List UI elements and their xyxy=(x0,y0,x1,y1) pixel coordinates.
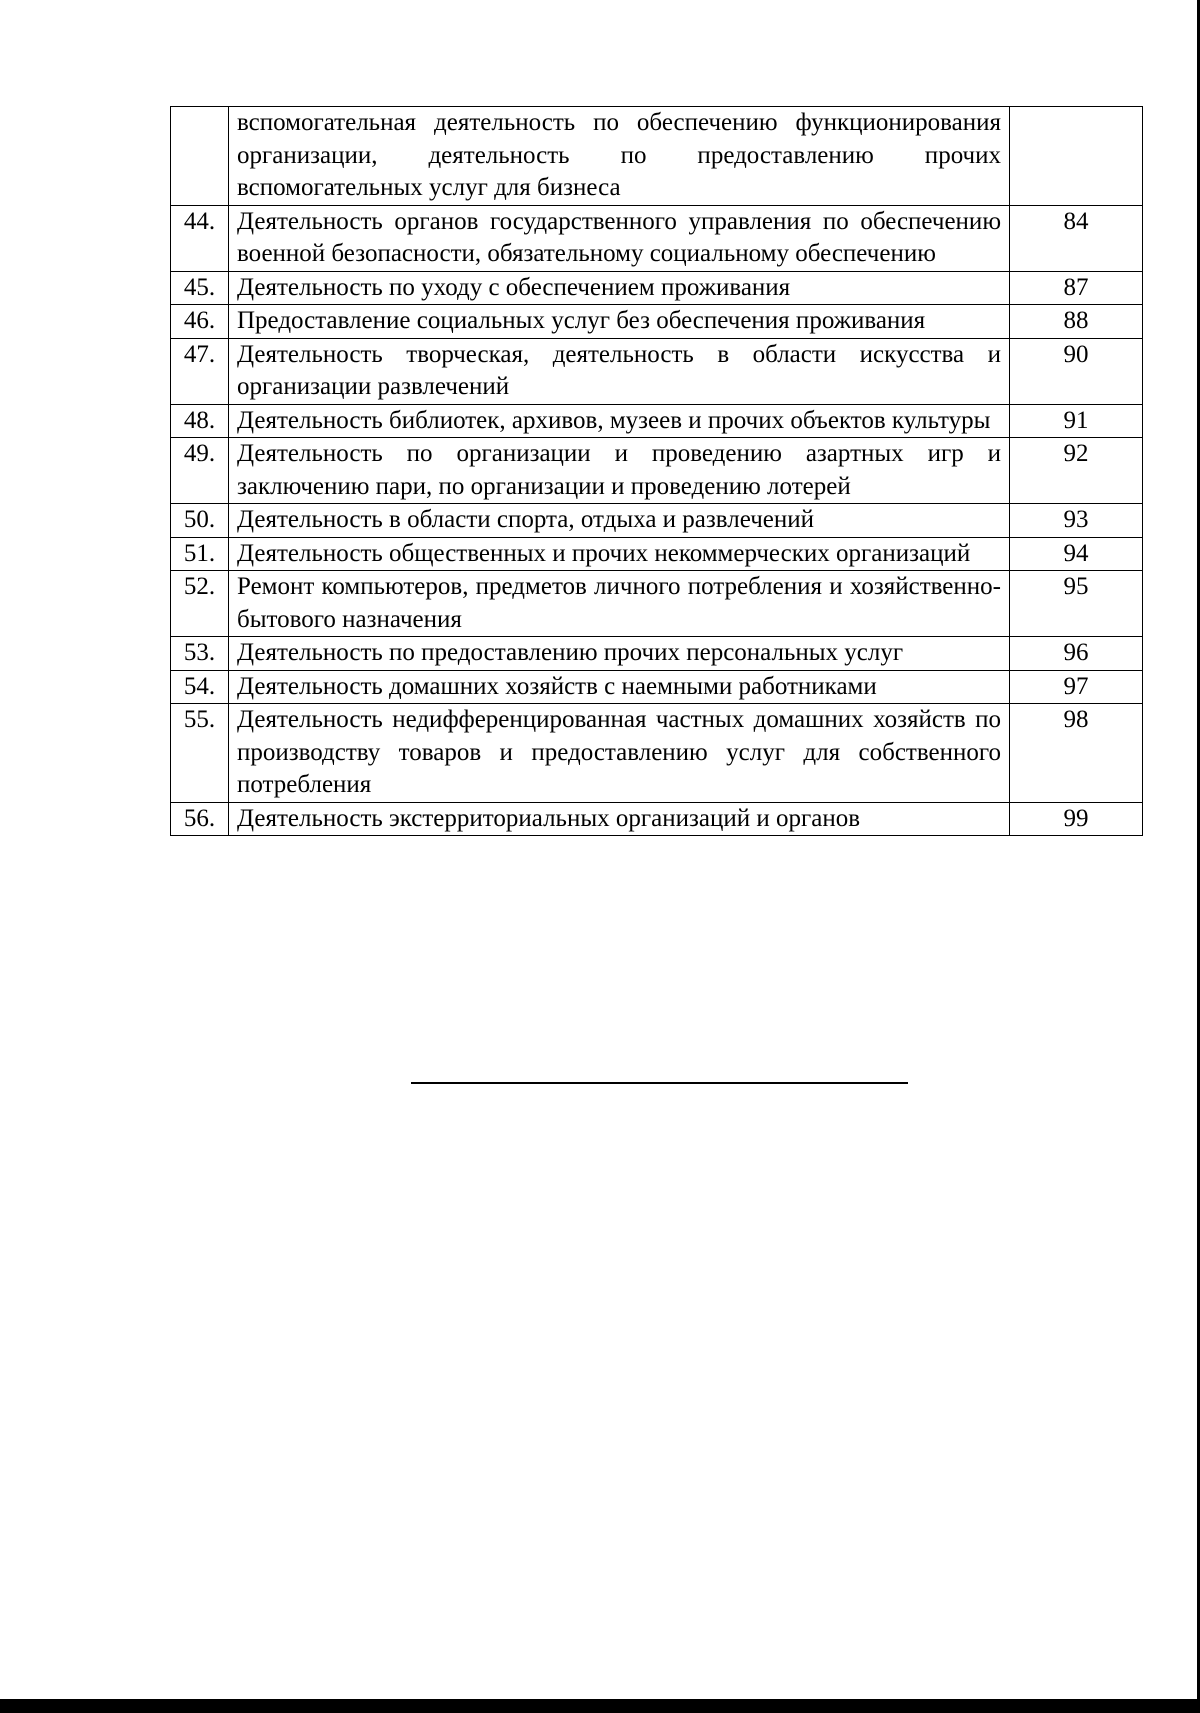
activity-code: 94 xyxy=(1010,537,1143,571)
row-number: 56. xyxy=(171,802,229,836)
activities-table xyxy=(170,106,1143,836)
activity-code: 92 xyxy=(1010,438,1143,504)
activity-code: 93 xyxy=(1010,504,1143,538)
activity-name: Деятельность по уходу с обеспечением проживания xyxy=(229,271,1010,305)
end-of-document-rule xyxy=(411,1082,908,1084)
table-row xyxy=(171,537,1143,571)
table-row xyxy=(171,802,1143,836)
activity-name: Деятельность по предоставлению прочих персональных услуг xyxy=(229,637,1010,671)
activity-name: Деятельность библиотек, архивов, музеев и прочих объектов культуры xyxy=(229,404,1010,438)
row-number: 49. xyxy=(171,438,229,504)
table-row xyxy=(171,704,1143,803)
table-row xyxy=(171,271,1143,305)
table-row xyxy=(171,305,1143,339)
activity-code: 88 xyxy=(1010,305,1143,339)
table-row xyxy=(171,637,1143,671)
activity-code: 99 xyxy=(1010,802,1143,836)
table-row xyxy=(171,205,1143,271)
activity-name: Ремонт компьютеров, предметов личного потребления и хозяйственно-бытового назначения xyxy=(229,571,1010,637)
row-number: 51. xyxy=(171,537,229,571)
activity-name: Предоставление социальных услуг без обеспечения проживания xyxy=(229,305,1010,339)
activity-code: 84 xyxy=(1010,205,1143,271)
activity-name: Деятельность в области спорта, отдыха и развлечений xyxy=(229,504,1010,538)
row-number: 45. xyxy=(171,271,229,305)
table-row xyxy=(171,338,1143,404)
row-number: 44. xyxy=(171,205,229,271)
table-row xyxy=(171,571,1143,637)
activity-name: Деятельность домашних хозяйств с наемными работниками xyxy=(229,670,1010,704)
activity-name: Деятельность общественных и прочих некоммерческих организаций xyxy=(229,537,1010,571)
activity-code: 96 xyxy=(1010,637,1143,671)
activity-name: Деятельность экстерриториальных организаций и органов xyxy=(229,802,1010,836)
table-row xyxy=(171,438,1143,504)
table-row xyxy=(171,504,1143,538)
row-number: 50. xyxy=(171,504,229,538)
activity-name: Деятельность органов государственного управления по обеспечению военной безопасности, обязательному социальному обеспечению xyxy=(229,205,1010,271)
table-row xyxy=(171,107,1143,206)
activity-name: Деятельность творческая, деятельность в области искусства и организации развлечений xyxy=(229,338,1010,404)
table-row xyxy=(171,404,1143,438)
row-number: 47. xyxy=(171,338,229,404)
row-number: 53. xyxy=(171,637,229,671)
activity-name: вспомогательная деятельность по обеспечению функционирования организации, деятельность по предоставлению прочих вспомогательных услуг для бизнеса xyxy=(229,107,1010,206)
activity-code: 98 xyxy=(1010,704,1143,803)
activity-code xyxy=(1010,107,1143,206)
activity-code: 97 xyxy=(1010,670,1143,704)
activity-code: 87 xyxy=(1010,271,1143,305)
row-number: 54. xyxy=(171,670,229,704)
row-number: 46. xyxy=(171,305,229,339)
row-number: 55. xyxy=(171,704,229,803)
activity-name: Деятельность по организации и проведению азартных игр и заключению пари, по организации и проведению лотерей xyxy=(229,438,1010,504)
activity-code: 95 xyxy=(1010,571,1143,637)
row-number: 48. xyxy=(171,404,229,438)
row-number xyxy=(171,107,229,206)
scan-bottom-border xyxy=(0,1699,1200,1713)
table-row xyxy=(171,670,1143,704)
activity-code: 91 xyxy=(1010,404,1143,438)
row-number: 52. xyxy=(171,571,229,637)
activity-name: Деятельность недифференцированная частных домашних хозяйств по производству товаров и предоставлению услуг для собственного потребления xyxy=(229,704,1010,803)
activity-code: 90 xyxy=(1010,338,1143,404)
